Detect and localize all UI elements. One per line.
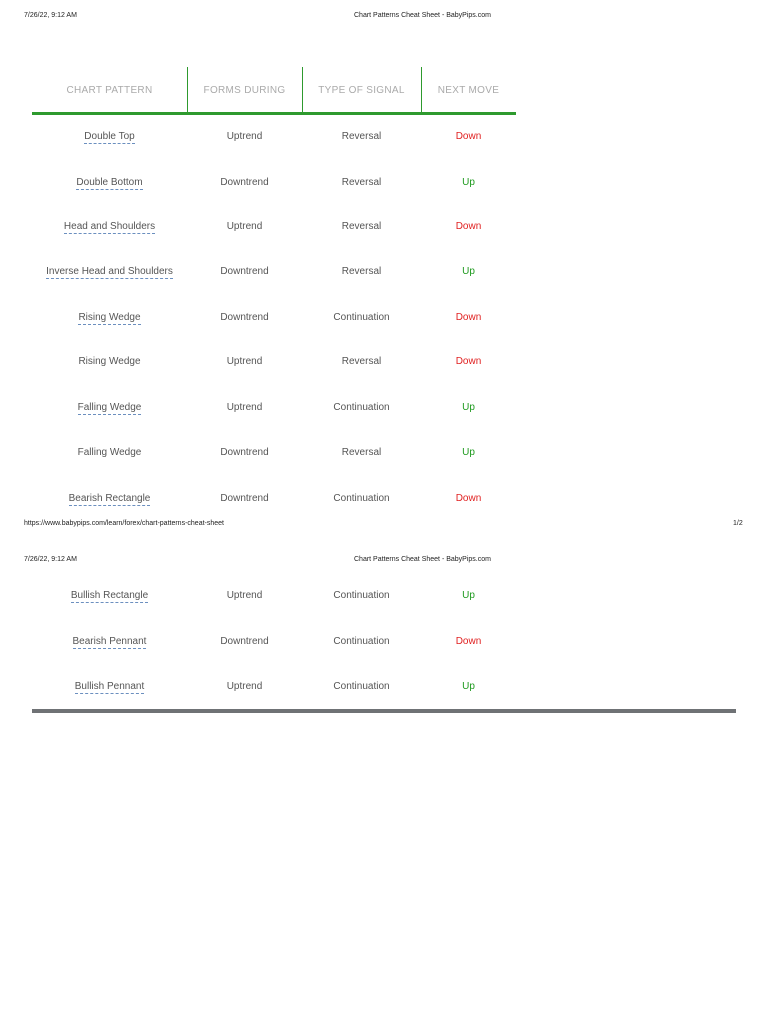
table-bottom-rule bbox=[32, 709, 736, 713]
pattern-link[interactable]: Bullish Rectangle bbox=[70, 590, 149, 601]
forms-during-cell: Downtrend bbox=[220, 266, 269, 277]
pattern-label: Falling Wedge bbox=[77, 447, 142, 458]
forms-during-cell: Uptrend bbox=[226, 590, 263, 601]
signal-type-cell: Continuation bbox=[333, 402, 390, 413]
next-move-cell: Down bbox=[455, 356, 482, 367]
pattern-link[interactable]: Bullish Pennant bbox=[74, 681, 145, 692]
pattern-cell bbox=[32, 308, 187, 328]
pattern-cell bbox=[32, 398, 187, 418]
table-row bbox=[32, 586, 516, 606]
forms-during-cell: Uptrend bbox=[226, 681, 263, 692]
column-header-next-move: NEXT MOVE bbox=[437, 84, 500, 96]
pattern-cell bbox=[32, 443, 187, 463]
column-header-type-of-signal: TYPE OF SIGNAL bbox=[318, 84, 405, 96]
next-move-cell: Down bbox=[455, 493, 482, 504]
table-row bbox=[32, 489, 516, 509]
next-move-cell: Up bbox=[462, 447, 475, 458]
print-timestamp: 7/26/22, 9:12 AM bbox=[24, 556, 77, 563]
pattern-cell bbox=[32, 352, 187, 372]
forms-during-cell: Downtrend bbox=[220, 177, 269, 188]
table-row bbox=[32, 443, 516, 463]
signal-type-cell: Reversal bbox=[341, 131, 382, 142]
pattern-link[interactable]: Double Top bbox=[84, 131, 135, 142]
column-header-chart-pattern: CHART PATTERN bbox=[66, 84, 153, 96]
print-doc-title: Chart Patterns Cheat Sheet - BabyPips.com bbox=[354, 556, 491, 563]
forms-during-cell: Uptrend bbox=[226, 402, 263, 413]
next-move-cell: Up bbox=[462, 266, 475, 277]
table-row bbox=[32, 127, 516, 147]
forms-during-cell: Downtrend bbox=[220, 447, 269, 458]
table-row bbox=[32, 308, 516, 328]
signal-type-cell: Reversal bbox=[341, 356, 382, 367]
pattern-link[interactable]: Bearish Pennant bbox=[72, 636, 147, 647]
signal-type-cell: Reversal bbox=[341, 266, 382, 277]
signal-type-cell: Continuation bbox=[333, 590, 390, 601]
signal-type-cell: Continuation bbox=[333, 312, 390, 323]
forms-during-cell: Downtrend bbox=[220, 636, 269, 647]
forms-during-cell: Uptrend bbox=[226, 221, 263, 232]
pattern-link[interactable]: Falling Wedge bbox=[77, 402, 142, 413]
signal-type-cell: Continuation bbox=[333, 636, 390, 647]
table-row bbox=[32, 217, 516, 237]
pattern-cell bbox=[32, 127, 187, 147]
forms-during-cell: Uptrend bbox=[226, 356, 263, 367]
table-row bbox=[32, 262, 516, 282]
pattern-cell bbox=[32, 173, 187, 193]
next-move-cell: Up bbox=[462, 590, 475, 601]
pattern-label: Rising Wedge bbox=[78, 356, 141, 367]
table-row bbox=[32, 632, 516, 652]
pattern-link[interactable]: Rising Wedge bbox=[78, 312, 141, 323]
pattern-link[interactable]: Head and Shoulders bbox=[63, 221, 156, 232]
pattern-link[interactable]: Inverse Head and Shoulders bbox=[46, 266, 173, 277]
print-page-number: 1/2 bbox=[733, 520, 743, 527]
signal-type-cell: Reversal bbox=[341, 177, 382, 188]
signal-type-cell: Continuation bbox=[333, 493, 390, 504]
table-row bbox=[32, 173, 516, 193]
next-move-cell: Down bbox=[455, 312, 482, 323]
forms-during-cell: Uptrend bbox=[226, 131, 263, 142]
forms-during-cell: Downtrend bbox=[220, 493, 269, 504]
pattern-cell bbox=[32, 489, 187, 509]
pattern-link[interactable]: Double Bottom bbox=[76, 177, 143, 188]
table-row bbox=[32, 352, 516, 372]
pattern-cell bbox=[32, 217, 187, 237]
pattern-cell bbox=[32, 586, 187, 606]
table-row bbox=[32, 677, 516, 697]
column-header-forms-during: FORMS DURING bbox=[203, 84, 286, 96]
pattern-link[interactable]: Bearish Rectangle bbox=[68, 493, 151, 504]
pattern-cell bbox=[32, 632, 187, 652]
forms-during-cell: Downtrend bbox=[220, 312, 269, 323]
table-row bbox=[32, 398, 516, 418]
next-move-cell: Down bbox=[455, 131, 482, 142]
print-doc-title: Chart Patterns Cheat Sheet - BabyPips.com bbox=[354, 12, 491, 19]
pattern-cell bbox=[32, 677, 187, 697]
header-underline bbox=[32, 112, 516, 115]
print-timestamp: 7/26/22, 9:12 AM bbox=[24, 12, 77, 19]
print-url: https://www.babypips.com/learn/forex/chart-patterns-cheat-sheet bbox=[24, 520, 224, 527]
signal-type-cell: Reversal bbox=[341, 447, 382, 458]
next-move-cell: Up bbox=[462, 681, 475, 692]
next-move-cell: Down bbox=[455, 221, 482, 232]
pattern-cell bbox=[32, 262, 187, 282]
signal-type-cell: Reversal bbox=[341, 221, 382, 232]
next-move-cell: Up bbox=[462, 177, 475, 188]
next-move-cell: Down bbox=[455, 636, 482, 647]
signal-type-cell: Continuation bbox=[333, 681, 390, 692]
next-move-cell: Up bbox=[462, 402, 475, 413]
